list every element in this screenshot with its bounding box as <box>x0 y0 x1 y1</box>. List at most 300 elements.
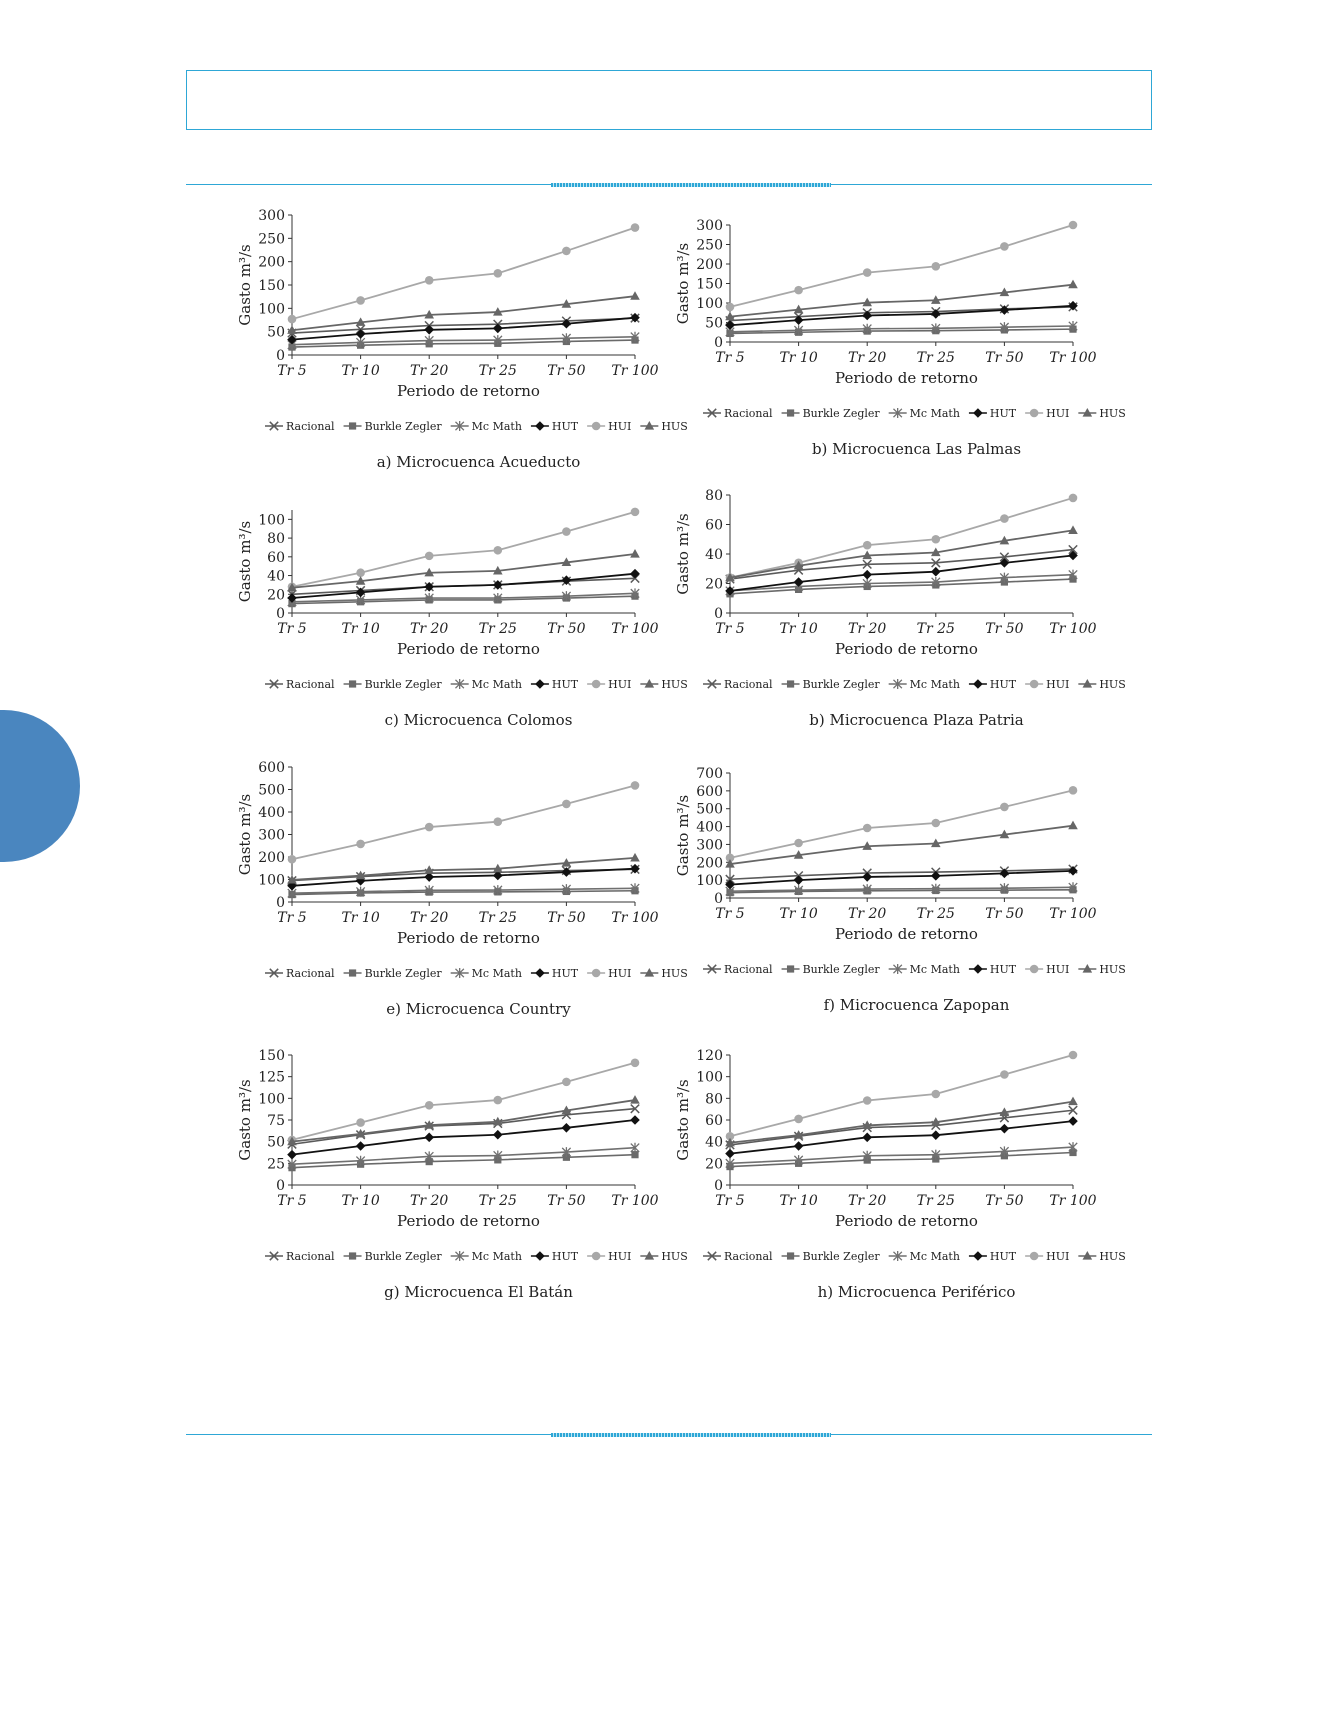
y-tick-label: 100 <box>696 296 723 312</box>
y-tick-label: 50 <box>705 315 723 332</box>
y-axis-title: Gasto m³/s <box>674 1079 692 1161</box>
x-tick-label: Tr 10 <box>779 350 818 366</box>
chart-caption: f) Microcuenca Zapopan <box>823 996 1010 1014</box>
point-hui <box>631 508 640 517</box>
y-tick-label: 0 <box>276 1178 285 1194</box>
point-hui <box>932 819 941 828</box>
point-hui <box>1069 786 1078 795</box>
series-line-racional <box>292 318 635 333</box>
x-axis-title: Periodo de retorno <box>835 1212 978 1230</box>
x-tick-label: Tr 5 <box>277 1193 307 1209</box>
point-hui <box>562 247 571 256</box>
legend-label-mc-math: Mc Math <box>471 678 522 691</box>
point-hui <box>562 1078 571 1087</box>
legend-label-racional: Racional <box>724 678 773 691</box>
point-hus <box>630 853 640 862</box>
legend-label-mc-math: Mc Math <box>909 963 960 976</box>
point-hui <box>494 269 503 278</box>
x-tick-label: Tr 100 <box>1049 350 1097 366</box>
point-hut <box>493 1130 503 1140</box>
legend-label-hui: HUI <box>608 678 632 691</box>
y-tick-label: 80 <box>267 531 285 548</box>
legend-label-mc-math: Mc Math <box>471 420 522 433</box>
legend-label-hut: HUT <box>989 407 1017 420</box>
point-hui <box>494 817 503 826</box>
x-tick-label: Tr 25 <box>478 910 517 926</box>
point-hut <box>794 577 804 587</box>
point-hui <box>631 223 640 232</box>
chart-caption: e) Microcuenca Country <box>386 1000 571 1018</box>
series-line-burkle-zegler <box>730 579 1073 594</box>
point-hut <box>630 1115 640 1125</box>
legend-label-burkle-zegler: Burkle Zegler <box>802 407 880 420</box>
legend-label-racional: Racional <box>724 1250 773 1263</box>
legend-marker-burkle-zegler <box>787 409 794 416</box>
y-tick-label: 700 <box>696 766 723 782</box>
legend-label-hui: HUI <box>608 420 632 433</box>
point-hut <box>794 1141 804 1151</box>
x-tick-label: Tr 20 <box>848 1193 887 1209</box>
x-tick-label: Tr 10 <box>779 906 818 922</box>
point-hui <box>288 315 297 324</box>
point-hut <box>1000 305 1010 315</box>
legend-label-racional: Racional <box>286 420 335 433</box>
x-tick-label: Tr 100 <box>611 621 659 637</box>
y-tick-label: 60 <box>705 517 723 534</box>
legend-label-mc-math: Mc Math <box>909 407 960 420</box>
series-line-hui <box>292 512 635 587</box>
chart-caption: a) Microcuenca Acueducto <box>376 453 581 471</box>
x-tick-label: Tr 50 <box>547 363 586 379</box>
point-hut <box>1000 1124 1010 1134</box>
point-hut <box>794 875 804 885</box>
y-tick-label: 40 <box>267 568 285 585</box>
legend-marker-hui <box>1030 965 1039 974</box>
point-hui <box>356 840 365 849</box>
chart-zapopan <box>668 763 1126 1033</box>
legend-label-racional: Racional <box>724 963 773 976</box>
point-hut <box>356 329 366 339</box>
x-tick-label: Tr 10 <box>341 363 380 379</box>
chart-caption: b) Microcuenca Plaza Patria <box>809 711 1024 729</box>
legend-label-hus: HUS <box>1099 963 1126 976</box>
legend-marker-hut <box>973 408 983 418</box>
legend-label-hut: HUT <box>989 963 1017 976</box>
y-tick-label: 600 <box>258 760 285 776</box>
y-tick-label: 0 <box>714 606 723 622</box>
y-tick-label: 80 <box>705 1091 723 1108</box>
y-tick-label: 500 <box>258 782 285 799</box>
point-hut <box>424 1133 434 1143</box>
legend-marker-hui <box>592 1252 601 1261</box>
y-tick-label: 25 <box>267 1156 285 1173</box>
point-hui <box>494 546 503 555</box>
point-hut <box>356 1141 366 1151</box>
legend-label-burkle-zegler: Burkle Zegler <box>802 1250 880 1263</box>
legend-label-mc-math: Mc Math <box>471 1250 522 1263</box>
legend-label-hus: HUS <box>661 1250 688 1263</box>
chart-caption: c) Microcuenca Colomos <box>384 711 573 729</box>
x-tick-label: Tr 25 <box>916 906 955 922</box>
x-tick-label: Tr 5 <box>715 1193 745 1209</box>
point-hui <box>863 1096 872 1105</box>
point-hui <box>1000 803 1009 812</box>
y-axis-title: Gasto m³/s <box>236 244 254 326</box>
legend-label-burkle-zegler: Burkle Zegler <box>364 678 442 691</box>
legend-label-hus: HUS <box>1099 407 1126 420</box>
y-axis-title: Gasto m³/s <box>236 520 254 603</box>
chart-periferico <box>668 1045 1126 1320</box>
legend-marker-burkle-zegler <box>349 422 356 429</box>
point-hui <box>631 1059 640 1068</box>
y-tick-label: 300 <box>258 208 285 224</box>
y-tick-label: 200 <box>696 855 723 872</box>
legend-label-hut: HUT <box>551 967 579 980</box>
x-tick-label: Tr 100 <box>611 910 659 926</box>
x-tick-label: Tr 20 <box>410 910 449 926</box>
series-line-mc-math <box>730 575 1073 591</box>
x-tick-label: Tr 50 <box>547 621 586 637</box>
legend-label-burkle-zegler: Burkle Zegler <box>802 678 880 691</box>
point-hut <box>1068 866 1078 876</box>
point-hut <box>862 570 872 580</box>
point-hui <box>794 839 803 848</box>
chart-las-palmas <box>668 215 1126 477</box>
y-tick-label: 300 <box>696 218 723 234</box>
top-rule <box>186 184 1152 185</box>
y-tick-label: 400 <box>696 819 723 836</box>
point-hus <box>630 1095 640 1104</box>
series-line-hui <box>730 790 1073 858</box>
point-hui <box>562 800 571 809</box>
point-hui <box>1000 242 1009 251</box>
point-hui <box>494 1096 503 1105</box>
legend-marker-hut <box>535 679 545 689</box>
y-tick-label: 250 <box>696 237 723 254</box>
series-line-hui <box>292 785 635 859</box>
y-tick-label: 0 <box>276 895 285 911</box>
point-hui <box>932 535 941 544</box>
y-tick-label: 500 <box>696 801 723 818</box>
bottom-rule-accent <box>551 1433 831 1437</box>
x-tick-label: Tr 25 <box>916 1193 955 1209</box>
x-tick-label: Tr 5 <box>715 621 745 637</box>
point-hus <box>1068 1097 1078 1106</box>
legend-label-burkle-zegler: Burkle Zegler <box>364 1250 442 1263</box>
y-tick-label: 0 <box>276 348 285 364</box>
point-hut <box>562 867 572 877</box>
legend-label-burkle-zegler: Burkle Zegler <box>364 420 442 433</box>
point-hui <box>932 262 941 271</box>
x-tick-label: Tr 50 <box>985 621 1024 637</box>
x-tick-label: Tr 50 <box>547 910 586 926</box>
chart-country <box>230 757 688 1037</box>
x-tick-label: Tr 20 <box>410 1193 449 1209</box>
point-hut <box>1068 301 1078 311</box>
x-tick-label: Tr 25 <box>478 1193 517 1209</box>
legend-label-hut: HUT <box>551 678 579 691</box>
chart-caption: g) Microcuenca El Batán <box>384 1283 573 1301</box>
x-tick-label: Tr 20 <box>848 906 887 922</box>
legend-marker-hut <box>535 968 545 978</box>
legend-label-hus: HUS <box>661 678 688 691</box>
x-axis-title: Periodo de retorno <box>397 382 540 400</box>
point-hus <box>1068 525 1078 534</box>
x-axis-title: Periodo de retorno <box>835 925 978 943</box>
point-hut <box>1068 1116 1078 1126</box>
y-axis-title: Gasto m³/s <box>236 1079 254 1161</box>
y-axis-title: Gasto m³/s <box>674 242 692 325</box>
point-hui <box>1069 494 1078 503</box>
x-axis-title: Periodo de retorno <box>397 640 540 658</box>
chart-caption: h) Microcuenca Periférico <box>817 1283 1016 1301</box>
y-axis-title: Gasto m³/s <box>674 513 692 595</box>
legend-label-hus: HUS <box>661 967 688 980</box>
legend-label-hut: HUT <box>989 1250 1017 1263</box>
point-hui <box>425 823 434 832</box>
x-tick-label: Tr 20 <box>410 363 449 379</box>
x-tick-label: Tr 10 <box>779 1193 818 1209</box>
y-tick-label: 400 <box>258 805 285 821</box>
series-line-hui <box>730 225 1073 307</box>
point-hut <box>931 1130 941 1140</box>
point-hui <box>562 527 571 536</box>
y-tick-label: 0 <box>276 606 285 622</box>
point-hui <box>794 1115 803 1124</box>
x-tick-label: Tr 25 <box>916 621 955 637</box>
chart-plaza-patria <box>668 485 1126 748</box>
x-tick-label: Tr 50 <box>985 350 1024 366</box>
point-hui <box>1000 1070 1009 1079</box>
x-tick-label: Tr 5 <box>277 621 307 637</box>
side-tab <box>0 710 80 862</box>
x-tick-label: Tr 20 <box>848 621 887 637</box>
point-hui <box>356 296 365 305</box>
point-hus <box>1068 821 1078 830</box>
legend-marker-hut <box>973 679 983 689</box>
legend-label-mc-math: Mc Math <box>909 1250 960 1263</box>
y-tick-label: 300 <box>696 837 723 854</box>
x-tick-label: Tr 20 <box>410 621 449 637</box>
point-hui <box>1000 514 1009 523</box>
legend-label-racional: Racional <box>286 967 335 980</box>
legend-marker-hut <box>973 964 983 974</box>
point-hui <box>863 541 872 550</box>
point-hui <box>726 303 735 312</box>
x-tick-label: Tr 100 <box>611 363 659 379</box>
point-hui <box>1069 1051 1078 1060</box>
chart-el-batan <box>230 1045 688 1320</box>
x-tick-label: Tr 50 <box>985 906 1024 922</box>
legend-marker-hui <box>1030 680 1039 689</box>
y-tick-label: 50 <box>267 324 285 341</box>
y-tick-label: 150 <box>258 278 285 294</box>
point-hus <box>630 549 640 558</box>
x-tick-label: Tr 10 <box>341 910 380 926</box>
x-axis-title: Periodo de retorno <box>397 929 540 947</box>
y-axis-title: Gasto m³/s <box>674 794 692 877</box>
legend-label-hut: HUT <box>551 1250 579 1263</box>
legend-label-hui: HUI <box>608 967 632 980</box>
y-tick-label: 75 <box>267 1113 285 1129</box>
legend-marker-hui <box>1030 409 1039 418</box>
y-tick-label: 20 <box>705 576 723 593</box>
x-tick-label: Tr 100 <box>1049 1193 1097 1209</box>
x-tick-label: Tr 5 <box>715 906 745 922</box>
legend-marker-burkle-zegler <box>787 1252 794 1259</box>
x-tick-label: Tr 50 <box>547 1193 586 1209</box>
x-tick-label: Tr 50 <box>985 1193 1024 1209</box>
point-hui <box>425 1101 434 1110</box>
x-tick-label: Tr 5 <box>277 363 307 379</box>
x-tick-label: Tr 25 <box>916 350 955 366</box>
legend-label-hus: HUS <box>1099 678 1126 691</box>
x-tick-label: Tr 20 <box>848 350 887 366</box>
y-tick-label: 200 <box>696 257 723 273</box>
legend-label-hut: HUT <box>551 420 579 433</box>
y-tick-label: 125 <box>258 1069 285 1086</box>
y-tick-label: 120 <box>696 1048 723 1064</box>
legend-marker-hui <box>592 422 601 431</box>
point-hut <box>931 309 941 319</box>
series-line-hui <box>292 1063 635 1140</box>
x-axis-title: Periodo de retorno <box>835 640 978 658</box>
y-tick-label: 50 <box>267 1134 285 1151</box>
y-tick-label: 100 <box>258 512 285 529</box>
y-tick-label: 40 <box>705 547 723 563</box>
y-tick-label: 100 <box>258 301 285 318</box>
point-hus <box>630 291 640 300</box>
series-line-hut <box>292 574 635 598</box>
y-tick-label: 80 <box>705 488 723 504</box>
legend-label-mc-math: Mc Math <box>909 678 960 691</box>
point-hut <box>862 1133 872 1143</box>
x-axis-title: Periodo de retorno <box>397 1212 540 1230</box>
x-tick-label: Tr 100 <box>1049 621 1097 637</box>
legend-label-hus: HUS <box>1099 1250 1126 1263</box>
point-hus <box>1068 280 1078 289</box>
point-hui <box>356 1118 365 1127</box>
series-line-racional <box>730 869 1073 879</box>
y-tick-label: 0 <box>714 891 723 907</box>
y-tick-label: 150 <box>258 1048 285 1064</box>
point-hui <box>425 276 434 285</box>
legend-marker-hut <box>535 421 545 431</box>
point-hui <box>425 552 434 561</box>
x-axis-title: Periodo de retorno <box>835 369 978 387</box>
legend-marker-burkle-zegler <box>349 680 356 687</box>
y-tick-label: 0 <box>714 335 723 351</box>
legend-marker-burkle-zegler <box>787 965 794 972</box>
y-tick-label: 100 <box>696 873 723 890</box>
y-tick-label: 40 <box>705 1134 723 1151</box>
y-tick-label: 60 <box>267 549 285 566</box>
legend-label-hui: HUI <box>1046 1250 1070 1263</box>
point-hui <box>863 268 872 277</box>
legend-label-mc-math: Mc Math <box>471 967 522 980</box>
y-tick-label: 200 <box>258 850 285 866</box>
series-line-hus <box>292 554 635 588</box>
legend-label-racional: Racional <box>286 1250 335 1263</box>
y-tick-label: 150 <box>696 276 723 293</box>
top-rule-accent <box>551 183 831 187</box>
x-tick-label: Tr 25 <box>478 363 517 379</box>
y-tick-label: 100 <box>696 1069 723 1086</box>
point-hut <box>562 1123 572 1133</box>
x-tick-label: Tr 25 <box>478 621 517 637</box>
y-axis-title: Gasto m³/s <box>236 793 254 876</box>
x-tick-label: Tr 10 <box>341 621 380 637</box>
legend-marker-hut <box>973 1251 983 1261</box>
legend-marker-burkle-zegler <box>349 1252 356 1259</box>
point-hui <box>631 781 640 790</box>
y-tick-label: 100 <box>258 1091 285 1108</box>
legend-label-hui: HUI <box>1046 963 1070 976</box>
bottom-rule <box>186 1434 1152 1435</box>
legend-marker-burkle-zegler <box>349 969 356 976</box>
point-hut <box>630 569 640 579</box>
legend-label-hut: HUT <box>989 678 1017 691</box>
point-hui <box>932 1090 941 1099</box>
legend-label-burkle-zegler: Burkle Zegler <box>364 967 442 980</box>
series-line-hus <box>730 530 1073 577</box>
y-tick-label: 20 <box>267 587 285 604</box>
point-hui <box>863 824 872 833</box>
point-hui <box>1069 221 1078 230</box>
legend-marker-hui <box>592 680 601 689</box>
x-tick-label: Tr 100 <box>1049 906 1097 922</box>
y-tick-label: 600 <box>696 783 723 800</box>
point-hui <box>356 568 365 577</box>
legend-marker-hui <box>592 969 601 978</box>
series-line-hus <box>730 826 1073 864</box>
chart-caption: b) Microcuenca Las Palmas <box>811 440 1022 458</box>
legend-label-racional: Racional <box>286 678 335 691</box>
y-tick-label: 200 <box>258 254 285 271</box>
x-tick-label: Tr 100 <box>611 1193 659 1209</box>
point-hui <box>288 855 297 864</box>
legend-label-hui: HUI <box>608 1250 632 1263</box>
series-line-hui <box>292 228 635 319</box>
legend-label-racional: Racional <box>724 407 773 420</box>
legend-label-hui: HUI <box>1046 407 1070 420</box>
x-tick-label: Tr 10 <box>341 1193 380 1209</box>
legend-label-burkle-zegler: Burkle Zegler <box>802 963 880 976</box>
series-line-hut <box>730 306 1073 326</box>
x-tick-label: Tr 5 <box>715 350 745 366</box>
chart-acueducto <box>230 205 688 490</box>
y-tick-label: 0 <box>714 1178 723 1194</box>
legend-label-hus: HUS <box>661 420 688 433</box>
header-box <box>186 70 1152 130</box>
x-tick-label: Tr 5 <box>277 910 307 926</box>
legend-label-hui: HUI <box>1046 678 1070 691</box>
point-hut <box>931 567 941 577</box>
y-tick-label: 300 <box>258 827 285 844</box>
legend-marker-burkle-zegler <box>787 680 794 687</box>
y-tick-label: 60 <box>705 1113 723 1129</box>
legend-marker-hui <box>1030 1252 1039 1261</box>
point-hui <box>794 286 803 295</box>
legend-marker-hut <box>535 1251 545 1261</box>
chart-colomos <box>230 500 688 748</box>
x-tick-label: Tr 10 <box>779 621 818 637</box>
y-tick-label: 250 <box>258 231 285 248</box>
y-tick-label: 100 <box>258 872 285 889</box>
y-tick-label: 20 <box>705 1156 723 1173</box>
point-hut <box>725 1149 735 1159</box>
point-hut <box>287 1150 297 1160</box>
